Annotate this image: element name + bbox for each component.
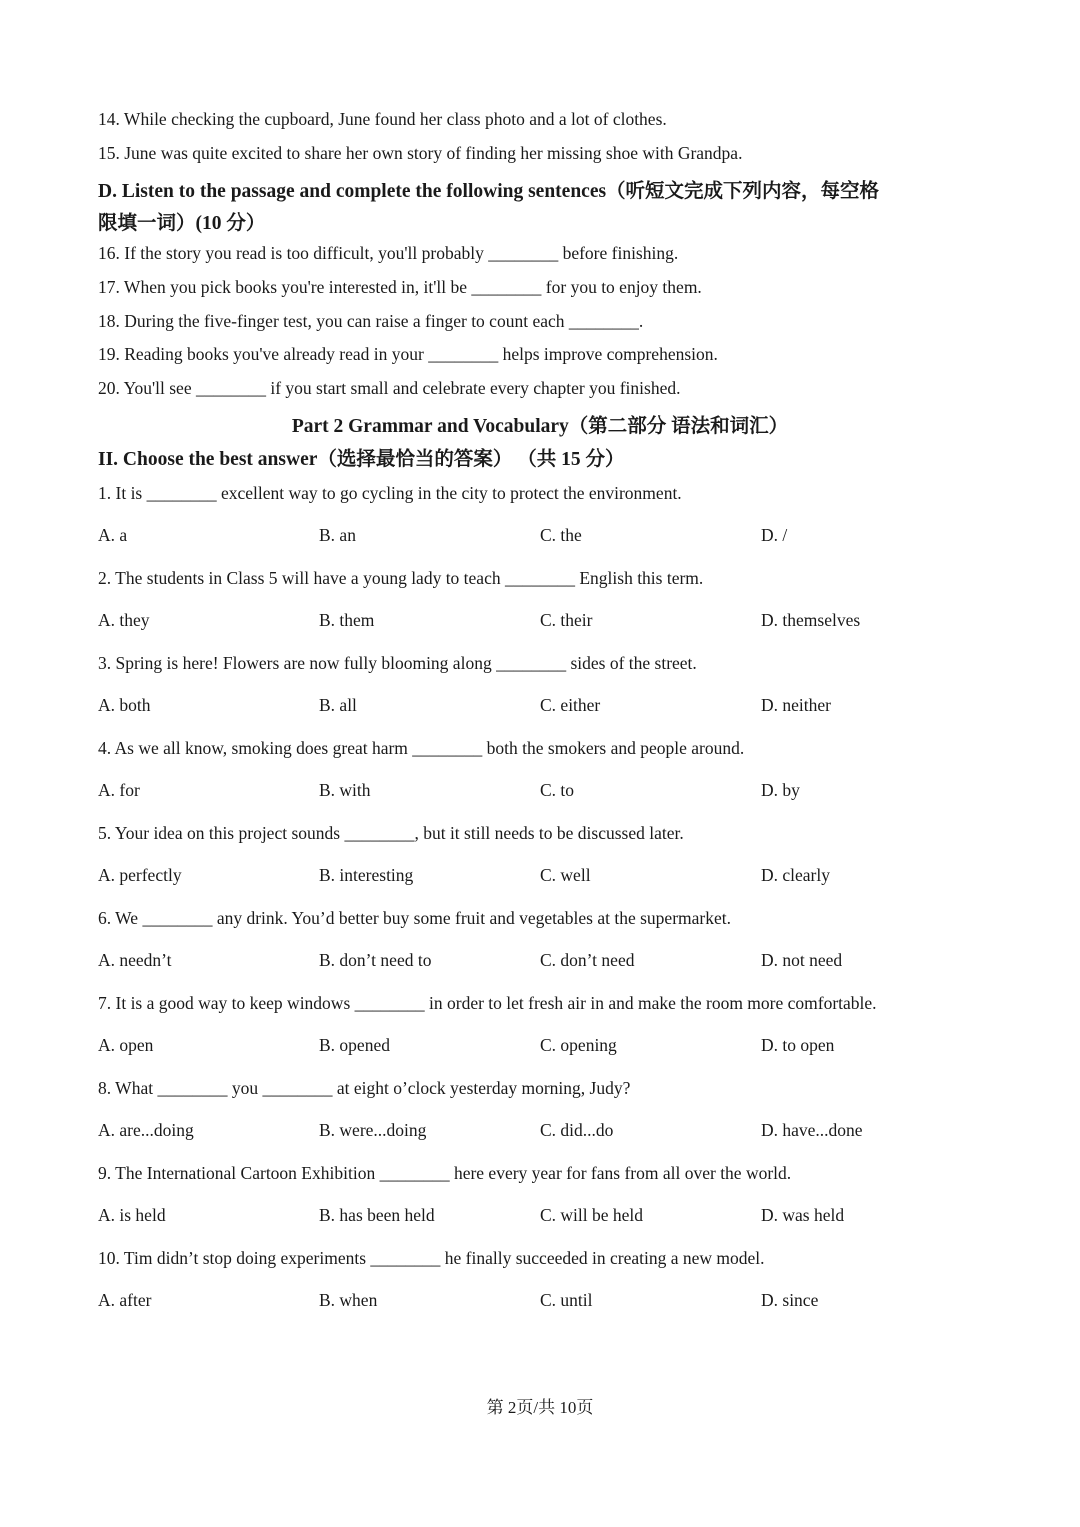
option-d: D. /	[761, 525, 788, 545]
option-b: B. when	[319, 1290, 378, 1310]
question-stem: 5. Your idea on this project sounds ________, but it still needs to be discussed later.	[98, 823, 684, 843]
option-a: A. they	[98, 610, 150, 630]
section-d-heading-cont: 限填一词）(10 分）	[98, 213, 266, 234]
option-b: B. opened	[319, 1035, 390, 1055]
option-a: A. for	[98, 780, 140, 800]
option-d: D. themselves	[761, 610, 861, 630]
option-d: D. since	[761, 1290, 819, 1310]
question-17: 17. When you pick books you're interested in, it'll be ________ for you to enjoy them.	[98, 277, 702, 297]
option-b: B. interesting	[319, 865, 414, 885]
option-c: C. opening	[540, 1035, 617, 1055]
option-c: C. well	[540, 865, 591, 885]
option-d: D. clearly	[761, 865, 830, 885]
question-20: 20. You'll see ________ if you start small and celebrate every chapter you finished.	[98, 378, 681, 398]
question-stem: 8. What ________ you ________ at eight o’clock yesterday morning, Judy?	[98, 1078, 631, 1098]
option-a: A. is held	[98, 1205, 166, 1225]
section-ii-heading: II. Choose the best answer（选择最恰当的答案） （共 15 分）	[98, 449, 625, 470]
option-c: C. either	[540, 695, 601, 715]
question-stem: 3. Spring is here! Flowers are now fully blooming along ________ sides of the street.	[98, 653, 697, 673]
question-stem: 10. Tim didn’t stop doing experiments ________ he finally succeeded in creating a new model.	[98, 1248, 765, 1268]
option-d: D. not need	[761, 950, 843, 970]
option-a: A. a	[98, 525, 128, 545]
option-d: D. neither	[761, 695, 831, 715]
option-b: B. with	[319, 780, 371, 800]
option-c: C. to	[540, 780, 575, 800]
option-a: A. after	[98, 1290, 152, 1310]
option-d: D. was held	[761, 1205, 845, 1225]
question-stem: 4. As we all know, smoking does great harm ________ both the smokers and people around.	[98, 738, 745, 758]
option-b: B. were...doing	[319, 1120, 427, 1140]
question-stem: 2. The students in Class 5 will have a young lady to teach ________ English this term.	[98, 568, 704, 588]
section-d-heading: D. Listen to the passage and complete the following sentences（听短文完成下列内容，每空格	[98, 181, 880, 202]
page-number: 第 2页/共 10页	[486, 1398, 594, 1417]
option-c: C. the	[540, 525, 582, 545]
question-18: 18. During the five-finger test, you can raise a finger to count each ________.	[98, 311, 644, 331]
option-d: D. by	[761, 780, 800, 800]
option-b: B. an	[319, 525, 356, 545]
option-c: C. will be held	[540, 1205, 644, 1225]
option-b: B. all	[319, 695, 357, 715]
option-c: C. don’t need	[540, 950, 635, 970]
option-b: B. don’t need to	[319, 950, 432, 970]
part-2-title: Part 2 Grammar and Vocabulary（第二部分 语法和词汇）	[291, 416, 789, 437]
question-stem: 1. It is ________ excellent way to go cycling in the city to protect the environment.	[98, 483, 682, 503]
option-a: A. needn’t	[98, 950, 172, 970]
question-15: 15. June was quite excited to share her own story of finding her missing shoe with Grandpa.	[98, 143, 743, 163]
option-b: B. them	[319, 610, 375, 630]
option-d: D. have...done	[761, 1120, 863, 1140]
question-14: 14. While checking the cupboard, June found her class photo and a lot of clothes.	[98, 109, 667, 129]
question-19: 19. Reading books you've already read in your ________ helps improve comprehension.	[98, 344, 718, 364]
question-stem: 9. The International Cartoon Exhibition ________ here every year for fans from all over the world.	[98, 1163, 792, 1183]
option-a: A. are...doing	[98, 1120, 194, 1140]
option-a: A. perfectly	[98, 865, 182, 885]
option-d: D. to open	[761, 1035, 835, 1055]
option-c: C. their	[540, 610, 593, 630]
question-stem: 7. It is a good way to keep windows ________ in order to let fresh air in and make the room more comfortable.	[98, 993, 877, 1013]
option-b: B. has been held	[319, 1205, 435, 1225]
option-a: A. both	[98, 695, 151, 715]
option-a: A. open	[98, 1035, 154, 1055]
option-c: C. until	[540, 1290, 593, 1310]
option-c: C. did...do	[540, 1120, 614, 1140]
question-16: 16. If the story you read is too difficult, you'll probably ________ before finishing.	[98, 243, 679, 263]
question-stem: 6. We ________ any drink. You’d better buy some fruit and vegetables at the supermarket.	[98, 908, 731, 928]
